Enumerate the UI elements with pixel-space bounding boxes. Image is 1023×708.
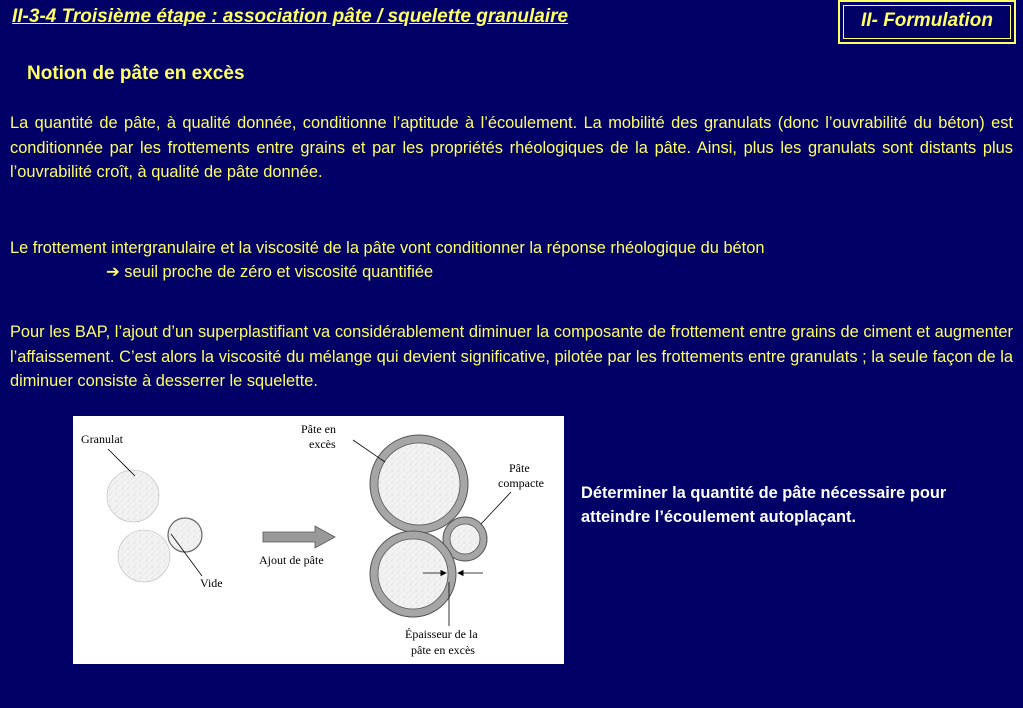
block-arrow-icon: [263, 526, 335, 548]
section-label: II- Formulation: [861, 10, 993, 31]
paragraph-paste-quantity: La quantité de pâte, à qualité donnée, conditionne l’aptitude à l’écoulement. La mobilité des granulats (donc l’ouvrabilité du béton) est conditionnée par les frottements entre grains et par les propriétés rhéologiques de la pâte. Ainsi, plus les granulats sont distants plus l’ouvrabilité croît, à qualité de pâte donnée.: [10, 114, 1013, 181]
paragraph-friction-conclusion: ➔ seuil proche de zéro et viscosité quantifiée: [106, 263, 434, 281]
caption: Déterminer la quantité de pâte nécessaire pour atteindre l’écoulement autoplaçant.: [581, 484, 947, 526]
leader-granulat: [108, 449, 135, 476]
grain-coated-top: [378, 443, 460, 525]
leader-pate-compacte: [481, 492, 511, 524]
label-vide: Vide: [200, 576, 223, 590]
grain-coated-bottom: [378, 539, 448, 609]
label-pate-exces-line1: Pâte en: [301, 422, 336, 436]
label-granulat: Granulat: [81, 432, 123, 446]
label-pate-exces-line2: excès: [309, 437, 336, 451]
grain-coated-small: [450, 524, 480, 554]
grain-small: [168, 518, 202, 552]
diagram-svg: [73, 416, 564, 664]
label-pate-compacte-line1: Pâte: [509, 461, 530, 475]
grain-large-bottom: [118, 530, 170, 582]
leader-pate-exces: [353, 440, 385, 462]
label-pate-compacte-line2: compacte: [498, 476, 544, 490]
subtitle: Notion de pâte en excès: [27, 63, 245, 84]
grain-large-top: [107, 470, 159, 522]
label-epaisseur-line2: pâte en excès: [411, 643, 475, 657]
label-ajout: Ajout de pâte: [259, 553, 324, 567]
paste-excess-diagram: [73, 416, 564, 664]
paragraph-bap: Pour les BAP, l’ajout d’un superplastifiant va considérablement diminuer la composante de frottement entre grains de ciment et augmenter l’affaissement. C’est alors la viscosité du mélange qui devient significative, pilotée par les frottements entre granulats ; la seule façon de la diminuer consiste à desserrer le squelette.: [10, 323, 1013, 390]
label-epaisseur-line1: Épaisseur de la: [405, 627, 478, 641]
paragraph-friction: Le frottement intergranulaire et la viscosité de la pâte vont conditionner la réponse rhéologique du béton: [10, 239, 765, 257]
slide-title: II-3-4 Troisième étape : association pâte / squelette granulaire: [12, 6, 569, 27]
section-badge: [838, 0, 1016, 44]
